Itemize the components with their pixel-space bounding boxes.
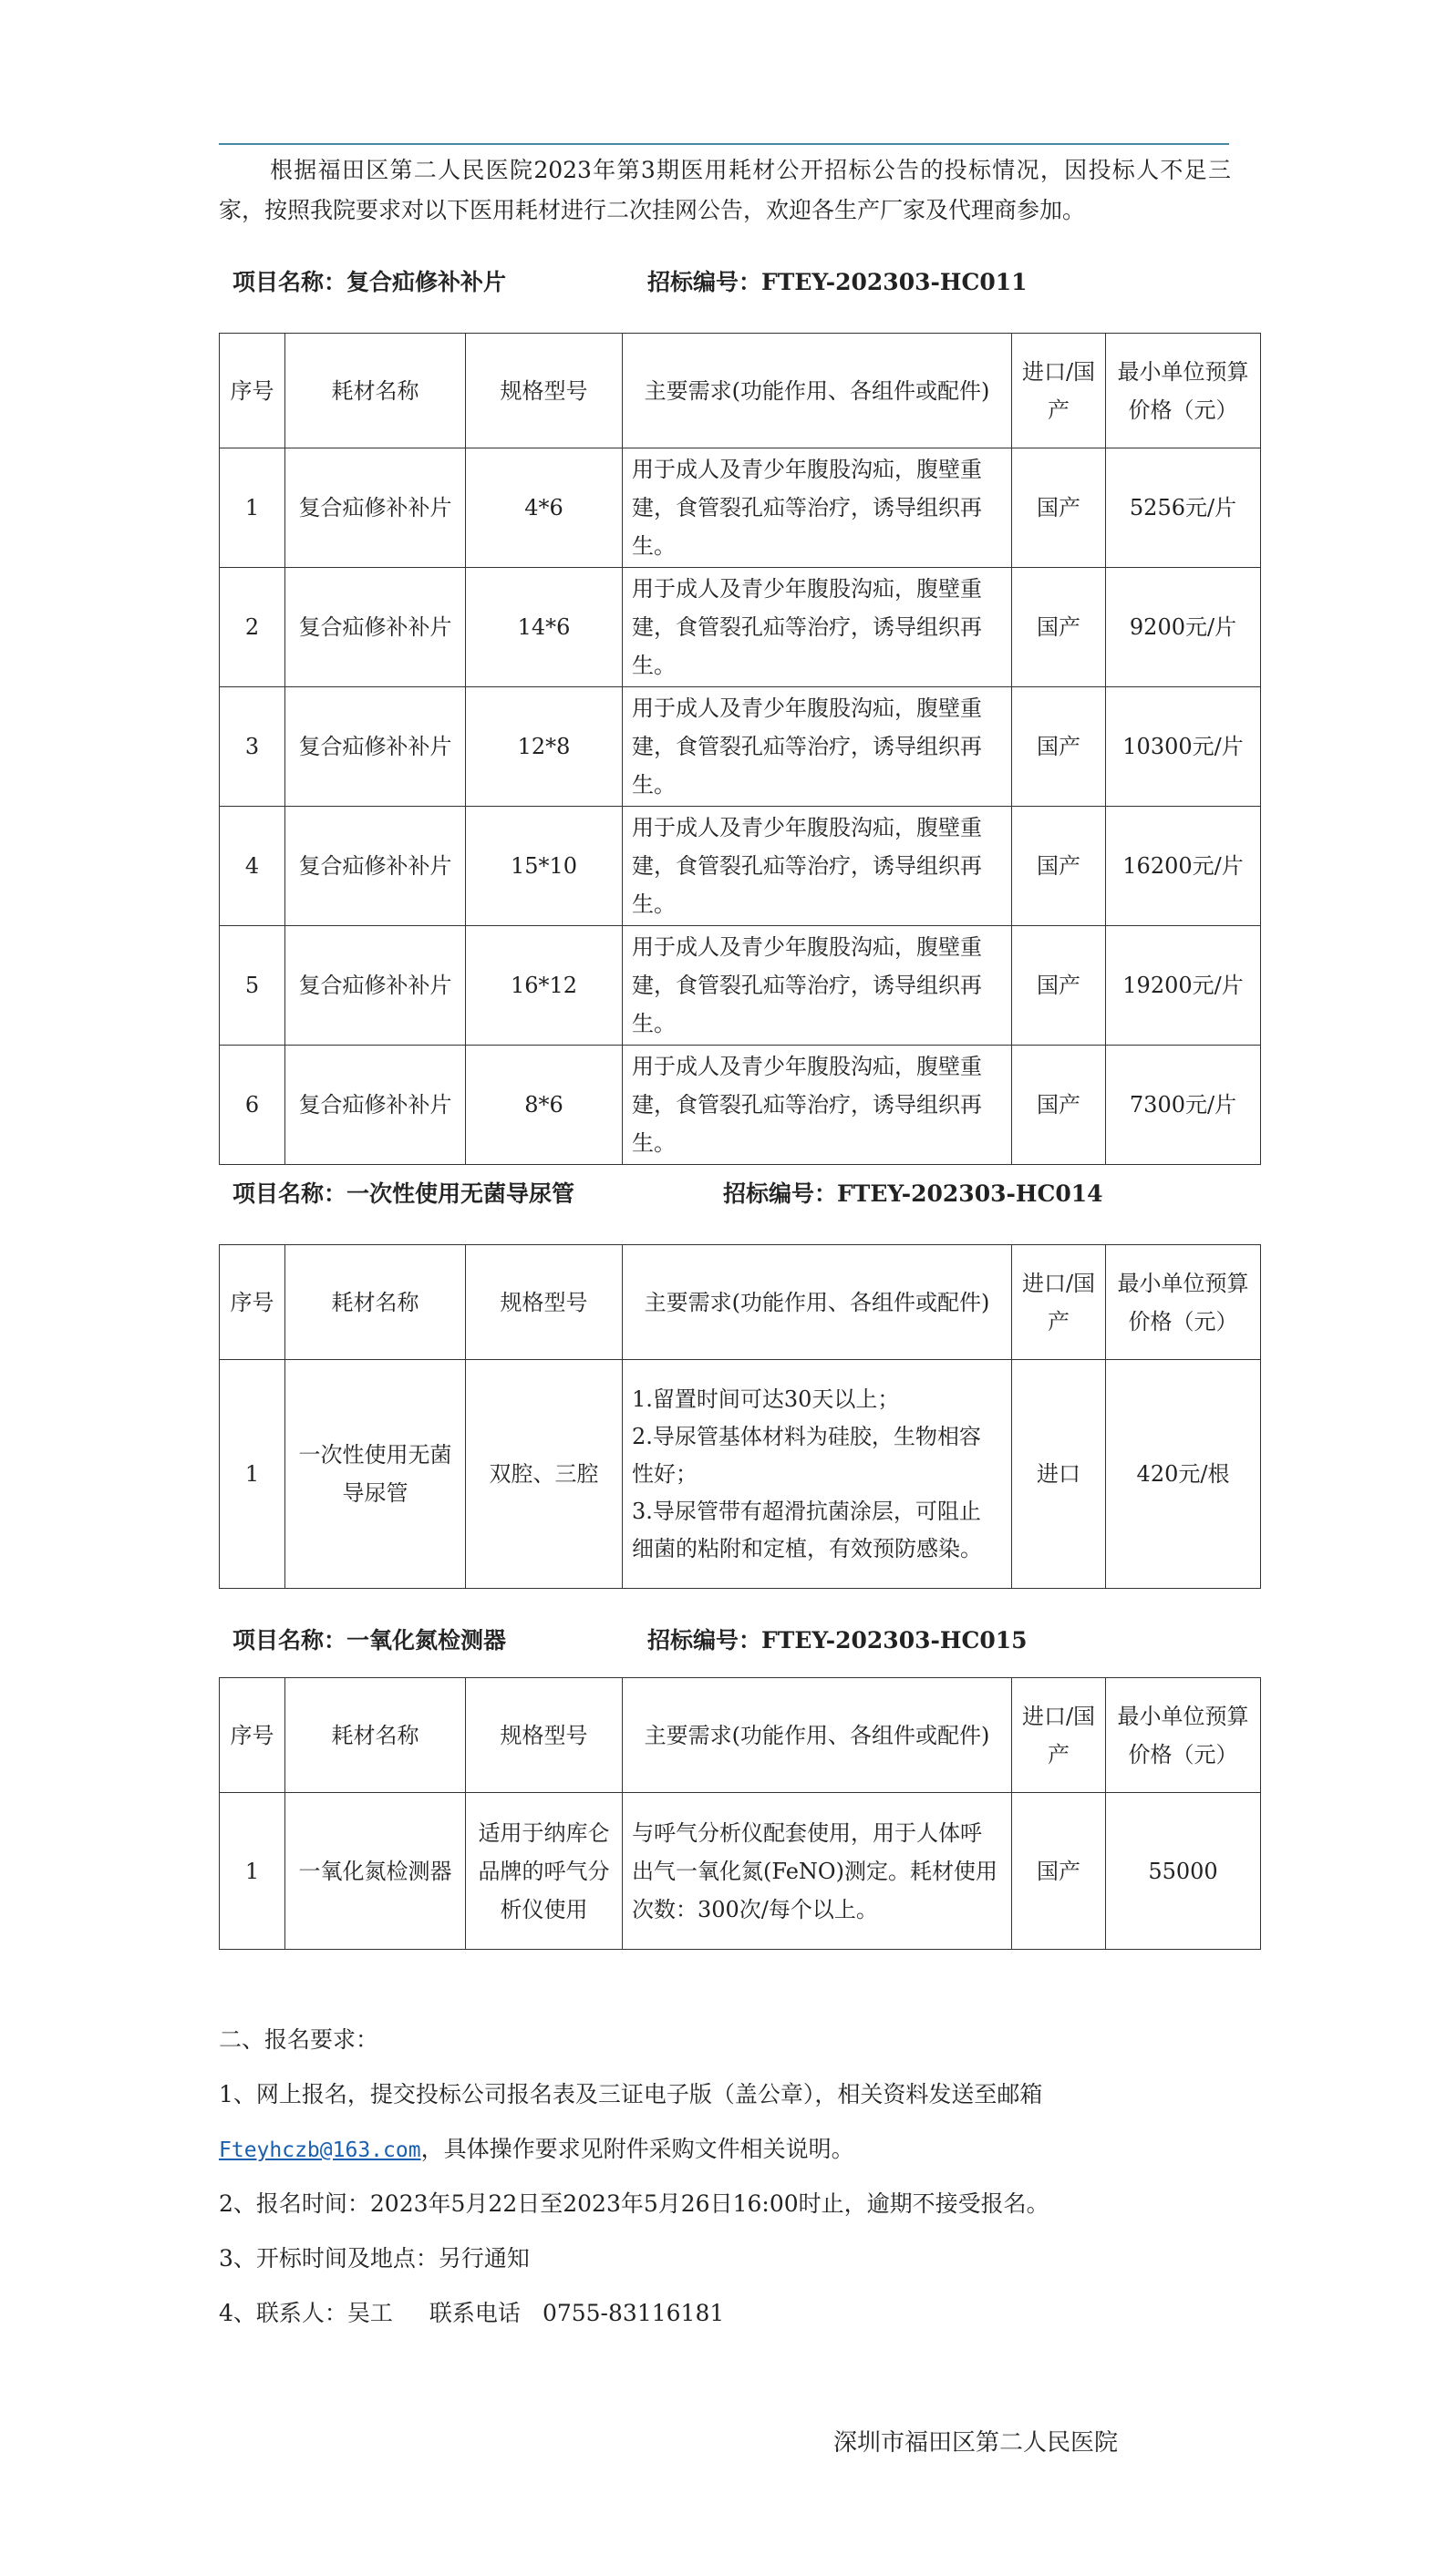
contact-phone-label: 联系电话 [429, 2300, 521, 2326]
row-name: 复合疝修补补片 [285, 807, 466, 926]
hospital-signature: 深圳市福田区第二人民医院 [833, 2429, 1119, 2457]
row-requirement: 用于成人及青少年腹股沟疝，腹壁重建，食管裂孔疝等治疗，诱导组织再生。 [623, 1046, 1012, 1165]
row-requirement: 与呼气分析仪配套使用，用于人体呼出气一氧化氮(FeNO)测定。耗材使用次数：300次/每个以上。 [623, 1793, 1012, 1950]
header-name: 耗材名称 [285, 1678, 466, 1793]
intro-paragraph: 根据福田区第二人民医院2023年第3期医用耗材公开招标公告的投标情况，因投标人不足三家，按照我院要求对以下医用耗材进行二次挂网公告，欢迎各生产厂家及代理商参加。 [219, 157, 1231, 223]
row-requirement [623, 1360, 1012, 1589]
row-price: 5256元/片 [1106, 448, 1261, 568]
row-spec: 双腔、三腔 [466, 1360, 623, 1589]
row-spec: 8*6 [466, 1046, 623, 1165]
email-link[interactable]: Fteyhczb@163.com [219, 2138, 421, 2162]
row-origin: 国产 [1012, 926, 1106, 1046]
row-origin: 国产 [1012, 1046, 1106, 1165]
project-3-code: 招标编号：FTEY-202303-HC015 [647, 1627, 1028, 1654]
header-index: 序号 [220, 1678, 285, 1793]
project-3-table [219, 1677, 1261, 1950]
row-origin: 国产 [1012, 448, 1106, 568]
table-header-row [220, 334, 1261, 448]
row-price: 16200元/片 [1106, 807, 1261, 926]
registration-item-1-cont [219, 2131, 854, 2169]
table-row [220, 568, 1261, 687]
row-spec: 4*6 [466, 448, 623, 568]
row-origin: 国产 [1012, 1793, 1106, 1950]
row-requirement: 用于成人及青少年腹股沟疝，腹壁重建，食管裂孔疝等治疗，诱导组织再生。 [623, 807, 1012, 926]
row-name: 复合疝修补补片 [285, 448, 466, 568]
registration-item-1-suffix: ，具体操作要求见附件采购文件相关说明。 [420, 2136, 854, 2162]
header-rule [219, 143, 1229, 145]
row-name: 复合疝修补补片 [285, 568, 466, 687]
row-price: 420元/根 [1106, 1360, 1261, 1589]
project-1-header [233, 264, 1053, 301]
header-spec: 规格型号 [466, 334, 623, 448]
registration-item-2: 2、报名时间：2023年5月22日至2023年5月26日16:00时止，逾期不接受报名。 [219, 2190, 1049, 2217]
row-origin: 国产 [1012, 568, 1106, 687]
row-name: 一氧化氮检测器 [285, 1793, 466, 1950]
header-requirement: 主要需求(功能作用、各组件或配件) [623, 1678, 1012, 1793]
registration-item-1: 1、网上报名，提交投标公司报名表及三证电子版（盖公章），相关资料发送至邮箱 [219, 2081, 1043, 2107]
table-row [220, 926, 1261, 1046]
registration-item-4 [219, 2295, 724, 2332]
row-price: 55000 [1106, 1793, 1261, 1950]
registration-item-3: 3、开标时间及地点：另行通知 [219, 2245, 530, 2272]
project-2-name: 项目名称：一次性使用无菌导尿管 [233, 1180, 575, 1207]
row-origin: 进口 [1012, 1360, 1106, 1589]
row-index: 3 [220, 687, 285, 807]
row-spec: 12*8 [466, 687, 623, 807]
header-name: 耗材名称 [285, 334, 466, 448]
project-1-table [219, 333, 1261, 1165]
row-spec: 15*10 [466, 807, 623, 926]
row-origin: 国产 [1012, 687, 1106, 807]
table-row [220, 448, 1261, 568]
requirement-line: 2.导尿管基体材料为硅胶，生物相容性好； [632, 1423, 981, 1487]
row-index: 1 [220, 1360, 285, 1589]
row-spec: 14*6 [466, 568, 623, 687]
row-price: 9200元/片 [1106, 568, 1261, 687]
project-1-code: 招标编号：FTEY-202303-HC011 [647, 269, 1028, 295]
row-index: 2 [220, 568, 285, 687]
header-origin: 进口/国产 [1012, 1678, 1106, 1793]
project-2-header [233, 1176, 1144, 1212]
table-row [220, 1046, 1261, 1165]
row-origin: 国产 [1012, 807, 1106, 926]
row-name: 复合疝修补补片 [285, 926, 466, 1046]
row-requirement: 用于成人及青少年腹股沟疝，腹壁重建，食管裂孔疝等治疗，诱导组织再生。 [623, 568, 1012, 687]
project-2-code: 招标编号：FTEY-202303-HC014 [723, 1180, 1103, 1207]
project-3-name: 项目名称：一氧化氮检测器 [233, 1627, 507, 1654]
header-name: 耗材名称 [285, 1245, 466, 1360]
header-spec: 规格型号 [466, 1245, 623, 1360]
row-index: 1 [220, 448, 285, 568]
header-requirement: 主要需求(功能作用、各组件或配件) [623, 334, 1012, 448]
table-header-row [220, 1245, 1261, 1360]
header-index: 序号 [220, 334, 285, 448]
table-header-row [220, 1678, 1261, 1793]
registration-heading: 二、报名要求： [219, 2026, 379, 2053]
row-index: 1 [220, 1793, 285, 1950]
row-index: 4 [220, 807, 285, 926]
row-requirement: 用于成人及青少年腹股沟疝，腹壁重建，食管裂孔疝等治疗，诱导组织再生。 [623, 448, 1012, 568]
table-row [220, 1360, 1261, 1589]
requirement-line: 3.导尿管带有超滑抗菌涂层，可阻止细菌的粘附和定植，有效预防感染。 [632, 1498, 982, 1561]
header-origin: 进口/国产 [1012, 334, 1106, 448]
header-origin: 进口/国产 [1012, 1245, 1106, 1360]
row-name: 复合疝修补补片 [285, 1046, 466, 1165]
contact-person: 4、联系人：吴工 [219, 2300, 393, 2326]
header-spec: 规格型号 [466, 1678, 623, 1793]
row-spec: 适用于纳库仑品牌的呼气分析仪使用 [466, 1793, 623, 1950]
row-requirement: 用于成人及青少年腹股沟疝，腹壁重建，食管裂孔疝等治疗，诱导组织再生。 [623, 926, 1012, 1046]
requirement-line: 1.留置时间可达30天以上； [632, 1386, 900, 1412]
table-row [220, 807, 1261, 926]
row-name: 一次性使用无菌导尿管 [285, 1360, 466, 1589]
header-price: 最小单位预算价格（元） [1106, 1245, 1261, 1360]
contact-phone: 0755-83116181 [542, 2300, 725, 2326]
header-index: 序号 [220, 1245, 285, 1360]
table-row [220, 1793, 1261, 1950]
row-index: 5 [220, 926, 285, 1046]
row-price: 7300元/片 [1106, 1046, 1261, 1165]
row-index: 6 [220, 1046, 285, 1165]
project-3-header [233, 1623, 1053, 1659]
row-spec: 16*12 [466, 926, 623, 1046]
header-price: 最小单位预算价格（元） [1106, 334, 1261, 448]
row-price: 19200元/片 [1106, 926, 1261, 1046]
row-name: 复合疝修补补片 [285, 687, 466, 807]
table-row [220, 687, 1261, 807]
project-2-table [219, 1244, 1261, 1589]
row-price: 10300元/片 [1106, 687, 1261, 807]
project-1-name: 项目名称：复合疝修补补片 [233, 269, 507, 295]
row-requirement: 用于成人及青少年腹股沟疝，腹壁重建，食管裂孔疝等治疗，诱导组织再生。 [623, 687, 1012, 807]
header-requirement: 主要需求(功能作用、各组件或配件) [623, 1245, 1012, 1360]
header-price: 最小单位预算价格（元） [1106, 1678, 1261, 1793]
